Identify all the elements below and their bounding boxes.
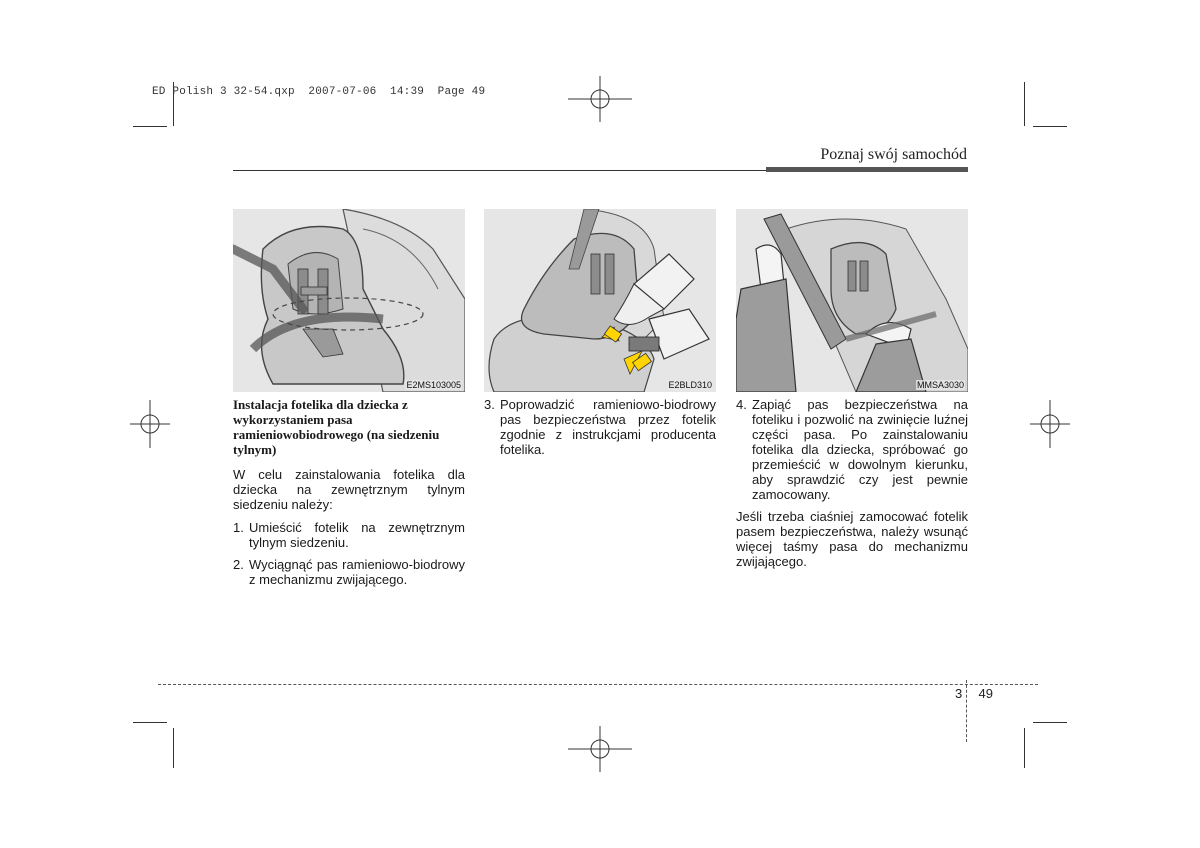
step-number: 1. — [233, 520, 244, 535]
crop-mark — [133, 126, 167, 127]
figure-code: E2MS103005 — [406, 380, 461, 390]
instruction-heading: Instalacja fotelika dla dziecka z wykorzystaniem pasa ramieniowobiodrowego (na siedzeniu tylnym) — [233, 397, 440, 457]
page-index: 49 — [978, 686, 993, 701]
figure-code: MMSA3030 — [916, 380, 964, 390]
step-number: 4. — [736, 397, 747, 412]
intro-paragraph: W celu zainstalowania fotelika dla dziecka na zewnętrznym tylnym siedzeniu należy: — [233, 467, 465, 512]
column-3 — [736, 397, 968, 577]
footer-dashed-rule — [158, 684, 1038, 685]
step-text: Poprowadzić ramieniowo-biodrowy pas bezpieczeństwa przez fotelik zgodnie z instrukcjami producenta fotelika. — [500, 397, 716, 457]
note-paragraph: Jeśli trzeba ciaśniej zamocować fotelik pasem bezpieczeństwa, należy wsunąć więcej taśmy pasa do mechanizmu zwijającego. — [736, 509, 968, 569]
step-1 — [233, 520, 465, 550]
figure-belt-tightening — [736, 209, 968, 392]
step-text: Wyciągnąć pas ramieniowo-biodrowy z mechanizmu zwijającego. — [249, 557, 465, 587]
step-3 — [484, 397, 716, 457]
crop-mark — [173, 728, 174, 768]
registration-mark-left-icon — [130, 400, 170, 448]
figure-child-seat-rear — [233, 209, 465, 392]
column-2 — [484, 397, 716, 464]
page-number — [955, 686, 993, 701]
crop-mark — [1033, 722, 1067, 723]
belt-tightening-illustration-icon — [736, 209, 968, 392]
belt-routing-illustration-icon — [484, 209, 716, 392]
step-2 — [233, 557, 465, 587]
header-rule-accent — [766, 167, 968, 172]
step-text: Umieścić fotelik na zewnętrznym tylnym siedzeniu. — [249, 520, 465, 550]
child-seat-illustration-icon — [233, 209, 465, 392]
crop-mark — [1024, 82, 1025, 126]
step-text: Zapiąć pas bezpieczeństwa na foteliku i pozwolić na zwinięcie luźnej części pasa. Po zainstalowaniu fotelika dla dziecka, spróbować go przemieścić w dowolnym kierunku, aby sprawdzić czy jest pewnie zamocowany. — [752, 397, 968, 502]
registration-mark-right-icon — [1030, 400, 1070, 448]
crop-mark — [1024, 728, 1025, 768]
step-number: 2. — [233, 557, 244, 572]
figure-belt-routing — [484, 209, 716, 392]
figure-code: E2BLD310 — [668, 380, 712, 390]
header-rule — [233, 170, 768, 171]
print-slug: ED Polish 3 32-54.qxp 2007-07-06 14:39 Page 49 — [152, 86, 486, 98]
step-number: 3. — [484, 397, 495, 412]
chapter-number: 3 — [955, 686, 963, 701]
crop-mark — [133, 722, 167, 723]
crop-mark — [1033, 126, 1067, 127]
section-title: Poznaj swój samochód — [820, 146, 967, 163]
registration-mark-top-icon — [568, 76, 632, 122]
registration-mark-bottom-icon — [568, 726, 632, 772]
step-4 — [736, 397, 968, 502]
column-1 — [233, 397, 465, 594]
